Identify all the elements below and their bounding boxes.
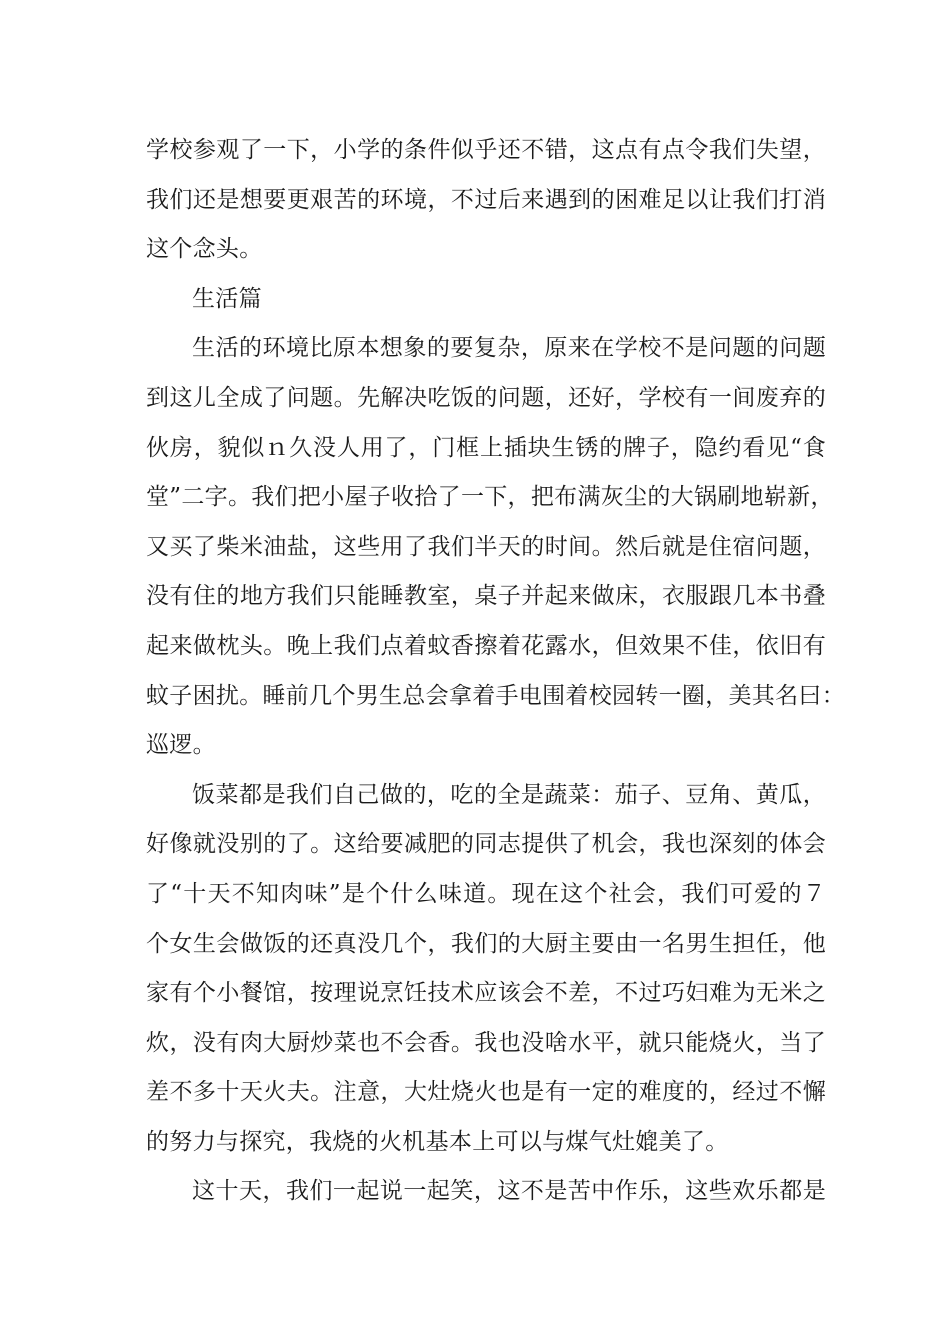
text-line: 巡逻。 bbox=[146, 732, 216, 759]
text-line: 又买了柴米油盐，这些用了我们半天的时间。然后就是住宿问题， bbox=[146, 533, 826, 560]
text-line: 好像就没别的了。这给要减肥的同志提供了机会，我也深刻的体会 bbox=[146, 831, 826, 858]
text-line: 差不多十天火夫。注意，大灶烧火也是有一定的难度的，经过不懈 bbox=[146, 1079, 826, 1106]
text-line: 到这儿全成了问题。先解决吃饭的问题，还好，学校有一间废弃的 bbox=[146, 384, 826, 411]
text-line: 堂”二字。我们把小屋子收拾了一下，把布满灰尘的大锅刷地崭新， bbox=[146, 484, 834, 511]
text-line: 这十天，我们一起说一起笑，这不是苦中作乐，这些欢乐都是 bbox=[192, 1178, 826, 1205]
body-text bbox=[146, 126, 845, 1217]
text-line: 饭菜都是我们自己做的，吃的全是蔬菜：茄子、豆角、黄瓜， bbox=[192, 781, 826, 808]
text-line: 伙房，貌似ｎ久没人用了，门框上插块生锈的牌子，隐约看见“食 bbox=[146, 434, 826, 461]
text-line: 家有个小餐馆，按理说烹饪技术应该会不差，不过巧妇难为无米之 bbox=[146, 980, 826, 1007]
text-line: 的努力与探究，我烧的火机基本上可以与煤气灶媲美了。 bbox=[146, 1128, 729, 1155]
text-line: 学校参观了一下，小学的条件似乎还不错，这点有点令我们失望， bbox=[146, 137, 826, 163]
text-line: 个女生会做饭的还真没几个，我们的大厨主要由一名男生担任，他 bbox=[146, 930, 826, 957]
text-line: 了“十天不知肉味”是个什么味道。现在这个社会，我们可爱的７ bbox=[146, 880, 826, 907]
text-line: 没有住的地方我们只能睡教室，桌子并起来做床，衣服跟几本书叠 bbox=[146, 583, 826, 610]
text-line: 蚊子困扰。睡前几个男生总会拿着手电围着校园转一圈，美其名曰： bbox=[146, 682, 845, 709]
text-line: 生活的环境比原本想象的要复杂，原来在学校不是问题的问题 bbox=[192, 335, 826, 362]
text-line: 这个念头。 bbox=[146, 236, 263, 263]
text-line: 炊，没有肉大厨炒菜也不会香。我也没啥水平，就只能烧火，当了 bbox=[146, 1029, 826, 1056]
text-line: 我们还是想要更艰苦的环境，不过后来遇到的困难足以让我们打消 bbox=[146, 186, 826, 213]
text-line: 起来做枕头。晚上我们点着蚊香擦着花露水，但效果不佳，依旧有 bbox=[146, 632, 826, 659]
section-heading: 生活篇 bbox=[192, 285, 262, 312]
